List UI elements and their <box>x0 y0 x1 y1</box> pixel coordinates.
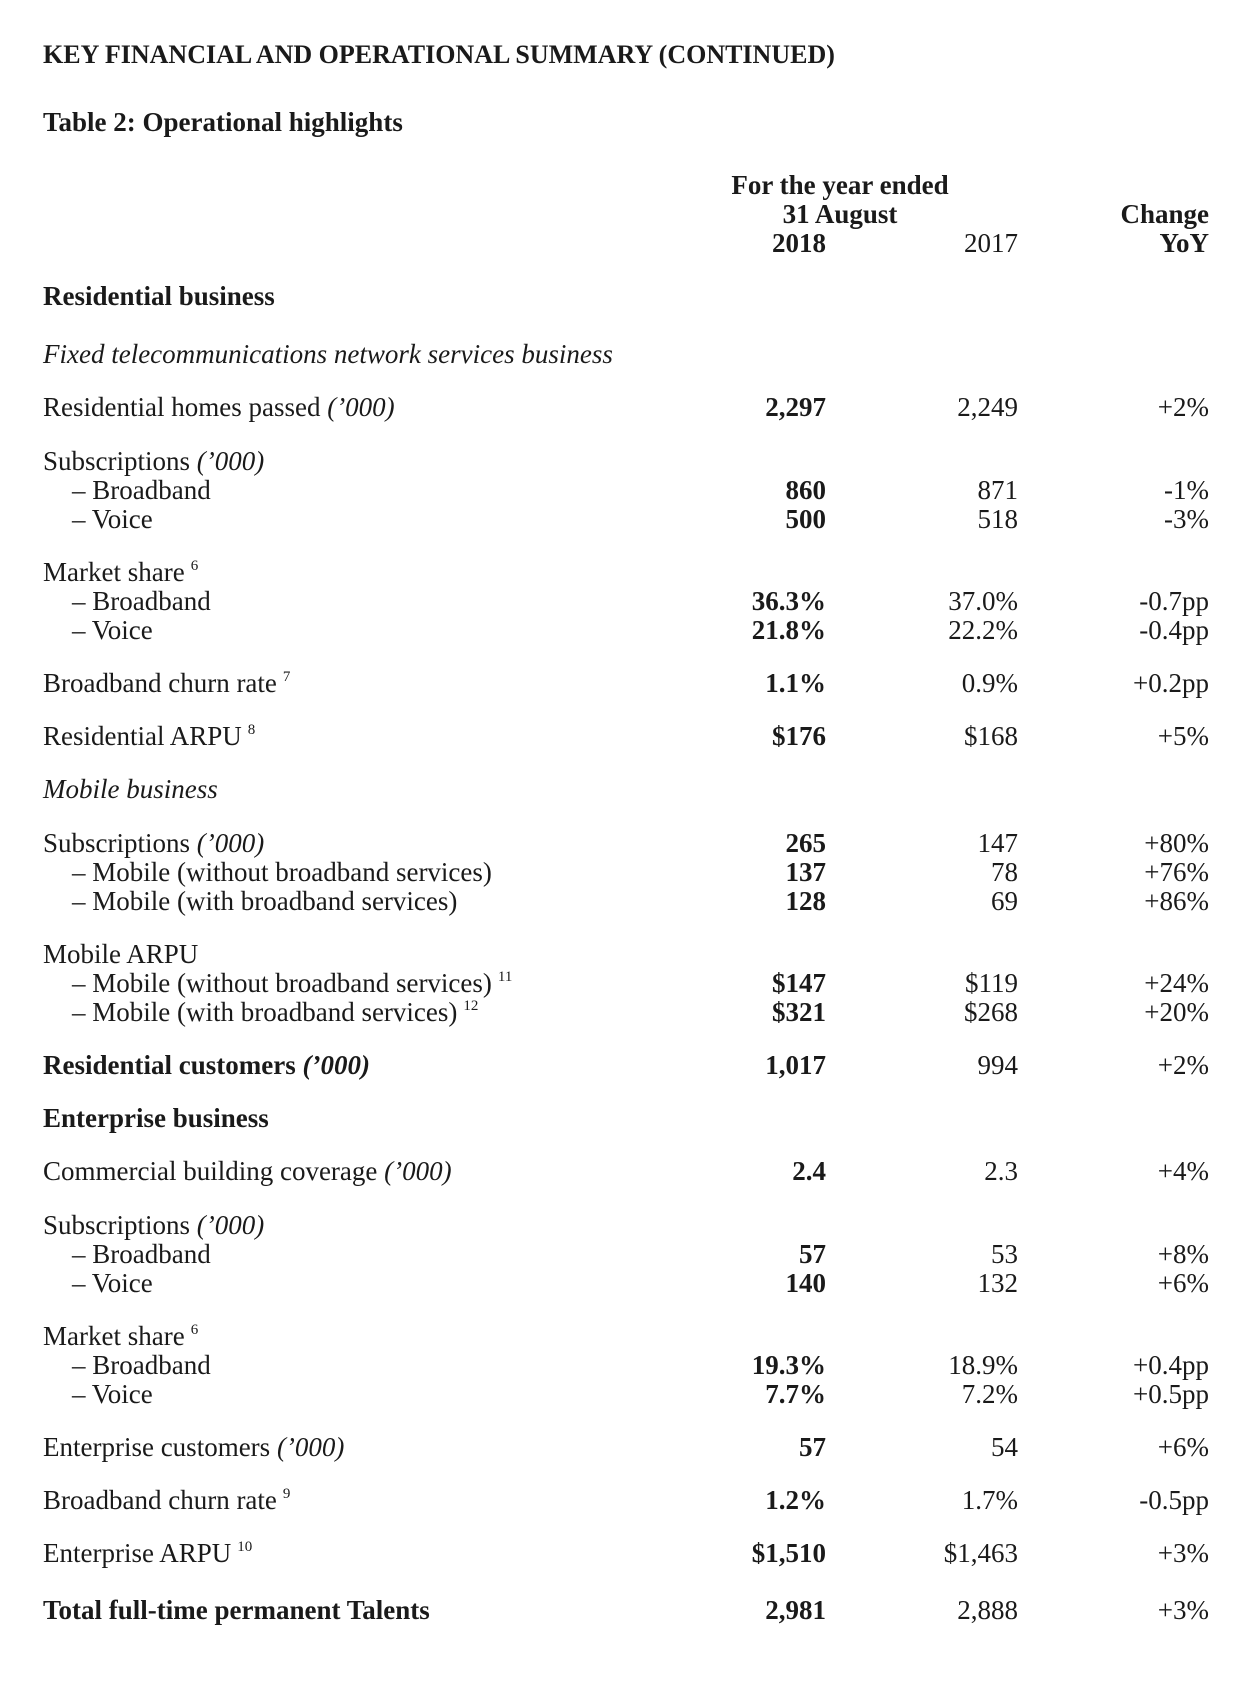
row-label <box>43 448 264 475</box>
value-2017: 54 <box>991 1432 1018 1462</box>
value-change: +0.4pp <box>1133 1350 1209 1380</box>
row-label-text: Market share <box>43 1321 185 1351</box>
value-change: +8% <box>1157 1239 1209 1269</box>
document-title: KEY FINANCIAL AND OPERATIONAL SUMMARY (CONTINUED) <box>43 40 835 69</box>
row-label <box>43 394 395 421</box>
row-label-text: Subscriptions <box>43 1210 191 1240</box>
value-2017: 147 <box>977 828 1018 858</box>
value-2018: $321 <box>772 997 826 1027</box>
row-label-text: – Mobile (with broadband services) <box>72 997 458 1027</box>
value-2018: 2.4 <box>792 1156 826 1186</box>
row-label <box>72 999 478 1026</box>
row-label <box>72 970 512 997</box>
row-label: – Broadband <box>72 1350 211 1380</box>
footnote-marker: 6 <box>190 558 199 574</box>
change-header-line1: Change <box>1120 199 1209 229</box>
value-change: +3% <box>1157 1538 1209 1568</box>
row-label-text: Enterprise customers <box>43 1432 271 1462</box>
row-label: Mobile ARPU <box>43 939 199 969</box>
value-2017: 2,888 <box>957 1595 1018 1625</box>
value-change: +20% <box>1144 997 1209 1027</box>
subheading-mobile-business: Mobile business <box>43 774 218 804</box>
value-2017: 1.7% <box>961 1485 1018 1515</box>
row-label: – Voice <box>72 504 153 534</box>
value-2017: 69 <box>991 886 1018 916</box>
value-2017: 2,249 <box>957 392 1018 422</box>
unit-label: (’000) <box>276 1432 345 1462</box>
row-label <box>43 1158 452 1185</box>
value-2017: 18.9% <box>948 1350 1018 1380</box>
row-label <box>43 559 198 586</box>
value-2018: 860 <box>785 475 826 505</box>
unit-label: (’000) <box>196 446 265 476</box>
value-change: +0.2pp <box>1133 668 1209 698</box>
value-change: +6% <box>1157 1268 1209 1298</box>
row-label-text: Enterprise ARPU <box>43 1538 232 1568</box>
row-label-text: Broadband churn rate <box>43 668 277 698</box>
value-2018: 19.3% <box>751 1350 826 1380</box>
row-label: – Mobile (without broadband services) <box>72 857 492 887</box>
value-change: +2% <box>1157 392 1209 422</box>
value-2018: 1.2% <box>765 1485 826 1515</box>
value-2017: 994 <box>977 1050 1018 1080</box>
value-2017: $268 <box>964 997 1018 1027</box>
row-label-text: Market share <box>43 557 185 587</box>
value-2017: $119 <box>965 968 1018 998</box>
row-label <box>43 670 290 697</box>
table-title: Table 2: Operational highlights <box>43 107 403 137</box>
change-header-line2: YoY <box>1159 228 1209 258</box>
value-change: -0.5pp <box>1139 1485 1209 1515</box>
unit-label: (’000) <box>196 1210 265 1240</box>
value-2018: 1,017 <box>765 1050 826 1080</box>
value-2018: 57 <box>799 1239 826 1269</box>
value-2018: 2,297 <box>765 392 826 422</box>
value-2018: 1.1% <box>765 668 826 698</box>
unit-label: (’000) <box>384 1156 452 1186</box>
value-change: +80% <box>1144 828 1209 858</box>
row-label: – Mobile (with broadband services) <box>72 886 458 916</box>
value-2018: 36.3% <box>751 586 826 616</box>
footnote-marker: 6 <box>190 1322 199 1338</box>
row-label-text: Broadband churn rate <box>43 1485 277 1515</box>
row-label: Total full-time permanent Talents <box>43 1595 430 1625</box>
period-label-line1: For the year ended <box>731 170 949 200</box>
value-change: +6% <box>1157 1432 1209 1462</box>
year-2018-header: 2018 <box>772 228 826 258</box>
row-label-text: Residential customers <box>43 1050 296 1080</box>
value-2017: 518 <box>977 504 1018 534</box>
value-change: +76% <box>1144 857 1209 887</box>
value-2018: 21.8% <box>751 615 826 645</box>
subheading-fixed-telecom: Fixed telecommunications network services business <box>43 339 613 369</box>
section-heading-enterprise: Enterprise business <box>43 1103 269 1133</box>
value-2018: $147 <box>772 968 826 998</box>
value-change: +0.5pp <box>1133 1379 1209 1409</box>
value-2017: 78 <box>991 857 1018 887</box>
row-label: – Voice <box>72 1268 153 1298</box>
value-change: +4% <box>1157 1156 1209 1186</box>
row-label-text: Commercial building coverage <box>43 1156 378 1186</box>
row-label <box>43 1212 264 1239</box>
row-label <box>43 830 264 857</box>
section-heading-residential: Residential business <box>43 281 275 311</box>
row-label-text: – Mobile (without broadband services) <box>72 968 492 998</box>
row-label <box>43 1540 252 1567</box>
value-2017: 7.2% <box>961 1379 1018 1409</box>
value-2018: $176 <box>772 721 826 751</box>
value-2017: 132 <box>977 1268 1018 1298</box>
unit-label: (’000) <box>196 828 265 858</box>
row-label <box>43 723 255 750</box>
value-2018: 57 <box>799 1432 826 1462</box>
value-change: -0.4pp <box>1139 615 1209 645</box>
row-label <box>43 1434 344 1461</box>
value-2018: 140 <box>785 1268 826 1298</box>
row-label <box>43 1487 290 1514</box>
year-2017-header: 2017 <box>964 228 1018 258</box>
value-change: +86% <box>1144 886 1209 916</box>
row-label: – Voice <box>72 615 153 645</box>
footnote-marker: 10 <box>237 1539 253 1555</box>
value-2017: $168 <box>964 721 1018 751</box>
value-2018: 128 <box>785 886 826 916</box>
footnote-marker: 12 <box>463 998 479 1014</box>
value-2017: 2.3 <box>984 1156 1018 1186</box>
row-label-text: Subscriptions <box>43 446 191 476</box>
value-change: +24% <box>1144 968 1209 998</box>
row-label: – Voice <box>72 1379 153 1409</box>
value-2018: 265 <box>785 828 826 858</box>
value-2017: $1,463 <box>943 1538 1018 1568</box>
value-2018: 137 <box>785 857 826 887</box>
row-label-text: Residential homes passed <box>43 392 321 422</box>
value-change: -0.7pp <box>1139 586 1209 616</box>
value-change: -3% <box>1164 504 1209 534</box>
footnote-marker: 11 <box>497 969 513 985</box>
row-label: – Broadband <box>72 475 211 505</box>
unit-label: (’000) <box>302 1050 370 1080</box>
value-change: -1% <box>1164 475 1209 505</box>
footnote-marker: 8 <box>247 722 256 738</box>
value-2017: 53 <box>991 1239 1018 1269</box>
value-2018: 500 <box>785 504 826 534</box>
value-2018: 7.7% <box>765 1379 826 1409</box>
value-2017: 37.0% <box>948 586 1018 616</box>
row-label-text: Subscriptions <box>43 828 191 858</box>
row-label <box>43 1323 198 1350</box>
value-change: +2% <box>1157 1050 1209 1080</box>
footnote-marker: 9 <box>282 1486 291 1502</box>
value-2018: $1,510 <box>751 1538 826 1568</box>
row-label: – Broadband <box>72 586 211 616</box>
row-label: – Broadband <box>72 1239 211 1269</box>
value-change: +3% <box>1157 1595 1209 1625</box>
value-change: +5% <box>1157 721 1209 751</box>
row-label <box>43 1052 370 1079</box>
value-2017: 0.9% <box>961 668 1018 698</box>
period-label-line2: 31 August <box>782 199 898 229</box>
footnote-marker: 7 <box>282 669 291 685</box>
value-2017: 871 <box>977 475 1018 505</box>
row-label-text: Residential ARPU <box>43 721 242 751</box>
unit-label: (’000) <box>327 392 395 422</box>
value-2018: 2,981 <box>765 1595 826 1625</box>
value-2017: 22.2% <box>948 615 1018 645</box>
